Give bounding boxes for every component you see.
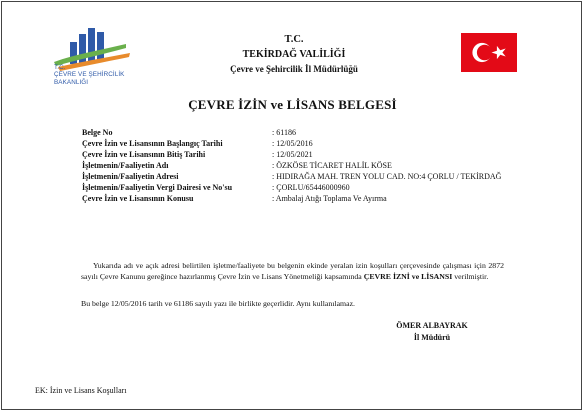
field-row — [82, 171, 522, 182]
field-value: : 61186 — [272, 128, 296, 137]
validity-note: Bu belge 12/05/2016 tarih ve 61186 sayılı yazı ile birlikte geçerlidir. Aynı kullanılamaz. — [81, 299, 355, 308]
field-value: : 12/05/2021 — [272, 150, 313, 159]
ministry-logo-icon — [46, 20, 141, 100]
field-label: Çevre İzin ve Lisansının Konusu — [82, 194, 194, 203]
body-bold-phrase: ÇEVRE İZNİ ve LİSANSI — [363, 271, 453, 281]
certificate-fields — [82, 127, 522, 204]
field-row — [82, 160, 522, 171]
document-header — [152, 32, 436, 77]
header-line-governorship: TEKİRDAĞ VALİLİĞİ — [242, 49, 346, 60]
field-value: : ÖZKÖSE TİCARET HALİL KÖSE — [272, 161, 392, 170]
field-label: Çevre İzin ve Lisansının Bitiş Tarihi — [82, 150, 206, 159]
header-line-tc: T.C. — [284, 34, 304, 45]
field-label: Belge No — [82, 128, 113, 137]
field-value: : Ambalaj Atığı Toplama Ve Ayırma — [272, 194, 387, 203]
signatory-title: İl Müdürü — [413, 333, 451, 342]
field-label: İşletmenin/Faaliyetin Vergi Dairesi ve No'su — [82, 183, 233, 192]
field-label: Çevre İzin ve Lisansının Başlangıç Tarihi — [82, 139, 223, 148]
field-row — [82, 182, 522, 193]
body-paragraph: Yukarıda adı ve açık adresi belirtilen işletme/faaliyete bu belgenin ekinde yeralan izin koşulları çerçevesinde çalışması için 2872 sayılı Çevre Kanunu gereğince hazırlanmış Çevre İzin ve Lisans Yönetmeliği kapsamında ÇEVRE İZNİ ve LİSANSI verilmiştir. — [81, 261, 504, 281]
field-row — [82, 193, 522, 204]
field-label: İşletmenin/Faaliyetin Adı — [82, 161, 169, 170]
field-value: : ÇORLU/65446000960 — [272, 183, 350, 192]
document-title: ÇEVRE İZİN ve LİSANS BELGESİ — [188, 97, 397, 112]
signatory-name: ÖMER ALBAYRAK — [396, 321, 468, 330]
field-value: : HIDIRAĞA MAH. TREN YOLU CAD. NO:4 ÇORLU / TEKİRDAĞ — [272, 172, 502, 181]
field-row — [82, 127, 522, 138]
field-value: : 12/05/2016 — [272, 139, 313, 148]
header-line-directorate: Çevre ve Şehircilik İl Müdürlüğü — [230, 64, 358, 74]
ministry-name: T.C. ÇEVRE VE ŞEHİRCİLİK BAKANLIĞI — [54, 64, 125, 86]
certificate-page — [1, 1, 582, 410]
field-row — [82, 138, 522, 149]
signature-block — [377, 320, 487, 344]
field-row — [82, 149, 522, 160]
field-label: İşletmenin/Faaliyetin Adresi — [82, 172, 179, 181]
attachment-note: EK: İzin ve Lisans Koşulları — [35, 386, 127, 395]
turkish-flag-icon — [461, 33, 517, 72]
